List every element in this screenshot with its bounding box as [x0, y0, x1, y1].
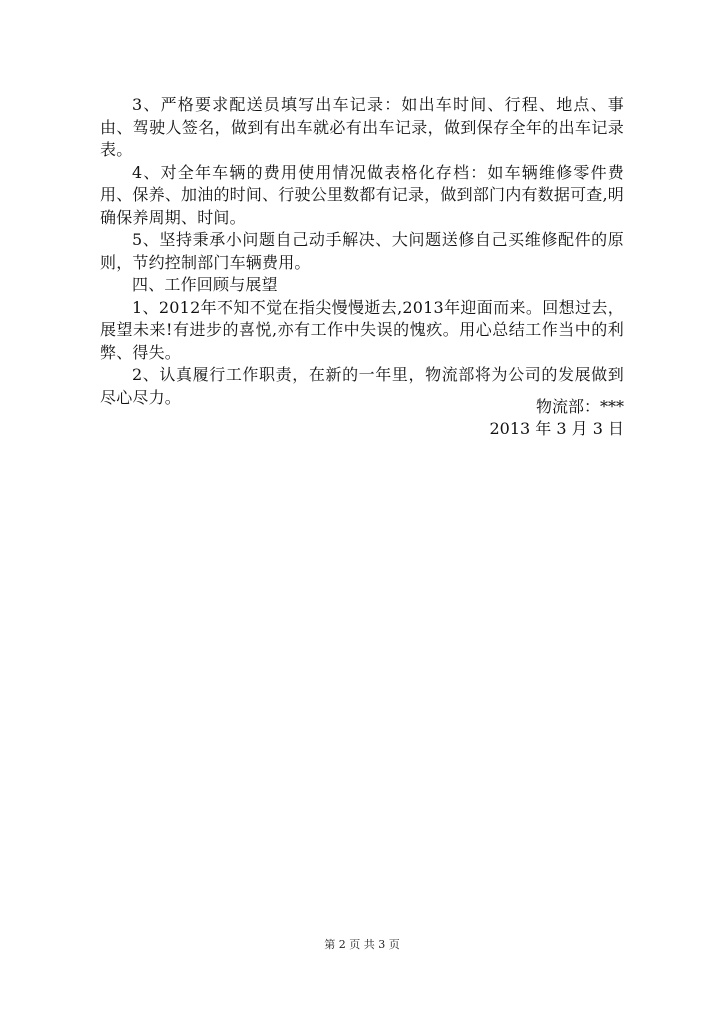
page-footer: 第 2 页 共 3 页: [324, 938, 400, 951]
paragraph-vehicle-expenses: 4、对全年车辆的费用使用情况做表格化存档：如车辆维修零件费用、保养、加油的时间、行驶公里数都有记录，做到部门内有数据可查,明确保养周期、时间。: [100, 162, 624, 227]
signature-block: [489, 396, 624, 440]
signature-date: 2013 年 3 月 3 日: [489, 419, 624, 438]
paragraph-commitment: 2、认真履行工作职责，在新的一年里，物流部将为公司的发展做到尽心尽力。: [100, 365, 624, 407]
paragraph-vehicle-records: 3、严格要求配送员填写出车记录：如出车时间、行程、地点、事由、驾驶人签名，做到有出车就必有出车记录，做到保存全年的出车记录表。: [100, 95, 624, 159]
signature-department: 物流部：***: [535, 397, 624, 416]
paragraph-review: 1、2012年不知不觉在指尖慢慢逝去,2013年迎面而来。回想过去，展望未来!有进步的喜悦,亦有工作中失误的愧疚。用心总结工作当中的利弊、得失。: [100, 297, 624, 362]
document-body: [100, 94, 624, 409]
paragraph-repair-principle: 5、坚持秉承小问题自己动手解决、大问题送修自己买维修配件的原则，节约控制部门车辆费用。: [100, 230, 624, 272]
section-heading: 四、工作回顾与展望: [132, 275, 278, 294]
